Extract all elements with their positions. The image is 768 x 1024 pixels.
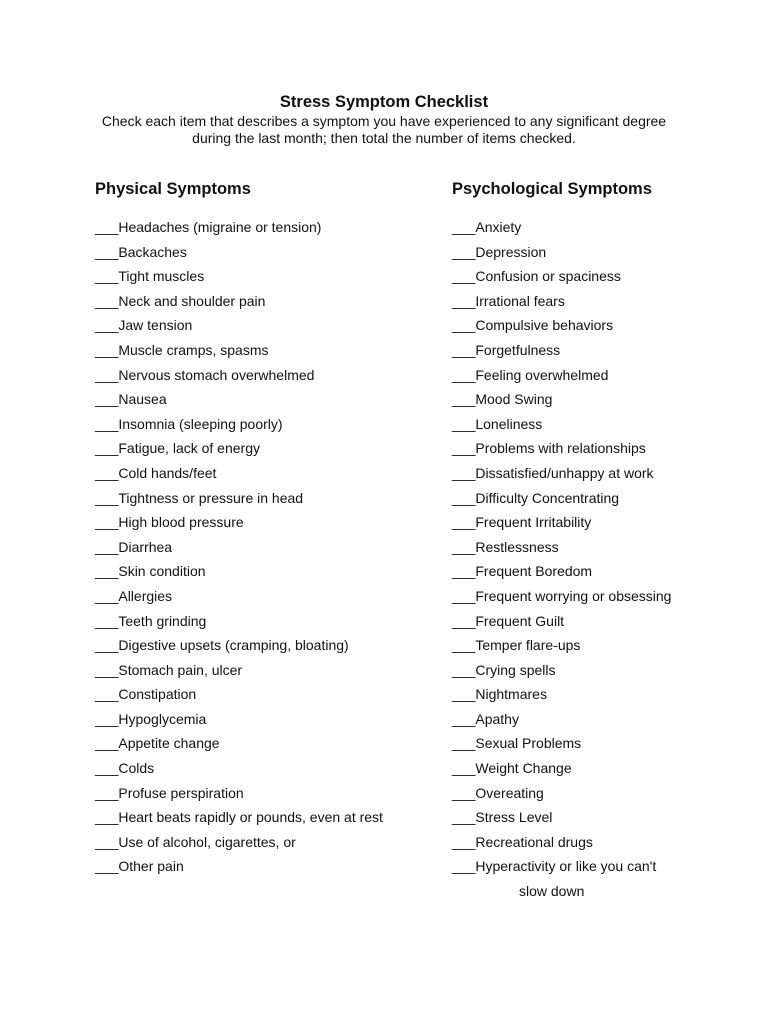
psychological-symptom-item[interactable] xyxy=(452,756,752,781)
physical-symptom-item[interactable] xyxy=(95,609,435,634)
checkbox-blank[interactable]: ___ xyxy=(95,366,119,383)
psychological-symptom-item-label: Irrational fears xyxy=(475,292,565,309)
physical-symptom-item[interactable] xyxy=(95,461,435,486)
physical-symptom-item-label: Use of alcohol, cigarettes, or xyxy=(118,833,296,850)
physical-symptom-item-label: Teeth grinding xyxy=(118,612,207,629)
psychological-symptom-item-label: Mood Swing xyxy=(475,391,553,408)
physical-symptom-item[interactable] xyxy=(95,387,435,412)
psychological-symptom-item-label: Apathy xyxy=(475,710,519,727)
psychological-symptom-item[interactable] xyxy=(452,436,752,461)
checkbox-blank[interactable]: ___ xyxy=(452,464,476,481)
psychological-symptom-item-label: Hyperactivity or like you can't xyxy=(475,858,657,875)
physical-symptom-item[interactable] xyxy=(95,313,435,338)
checkbox-blank[interactable]: ___ xyxy=(95,464,119,481)
physical-symptom-item[interactable] xyxy=(95,682,435,707)
psychological-symptom-item[interactable] xyxy=(452,289,752,314)
physical-symptom-item-label: Stomach pain, ulcer xyxy=(118,661,243,678)
psychological-symptom-item-label: Frequent worrying or obsessing xyxy=(475,587,672,604)
checkbox-blank[interactable]: ___ xyxy=(452,858,476,875)
checkbox-blank[interactable]: ___ xyxy=(452,661,476,678)
physical-symptom-item-label: Profuse perspiration xyxy=(118,784,244,801)
checkbox-blank[interactable]: ___ xyxy=(95,268,119,285)
psychological-symptoms-column xyxy=(452,178,752,904)
physical-symptom-item-label: Tightness or pressure in head xyxy=(118,489,304,506)
psychological-symptom-item[interactable] xyxy=(452,584,752,609)
physical-symptom-item-label: Other pain xyxy=(118,858,184,875)
checkbox-blank[interactable]: ___ xyxy=(95,415,119,432)
psychological-symptom-item-label: Temper flare-ups xyxy=(475,637,581,654)
checkbox-blank[interactable]: ___ xyxy=(95,219,119,235)
psychological-symptom-item[interactable] xyxy=(452,240,752,265)
physical-symptom-item-label: Digestive upsets (cramping, bloating) xyxy=(118,637,349,654)
checkbox-blank[interactable]: ___ xyxy=(95,563,119,580)
checkbox-blank[interactable]: ___ xyxy=(452,292,476,309)
psychological-symptom-item-label: Crying spells xyxy=(475,661,556,678)
instructions-line-2: during the last month; then total the number of items checked. xyxy=(192,130,576,146)
psychological-symptom-item[interactable] xyxy=(452,830,752,855)
physical-symptoms-column xyxy=(95,178,435,879)
psychological-symptom-item-label: Stress Level xyxy=(475,809,553,826)
physical-symptom-item[interactable] xyxy=(95,559,435,584)
physical-symptom-item-label: Headaches (migraine or tension) xyxy=(118,219,322,235)
checkbox-blank[interactable]: ___ xyxy=(95,538,119,555)
checkbox-blank[interactable]: ___ xyxy=(452,612,476,629)
physical-symptom-item[interactable] xyxy=(95,486,435,511)
physical-symptom-item-label: Diarrhea xyxy=(118,538,173,555)
physical-symptom-item-label: Hypoglycemia xyxy=(118,710,207,727)
checkbox-blank[interactable]: ___ xyxy=(95,710,119,727)
physical-symptom-item-label: Cold hands/feet xyxy=(118,464,217,481)
physical-symptom-item-label: Colds xyxy=(118,760,155,777)
checkbox-blank[interactable]: ___ xyxy=(452,587,476,604)
checkbox-blank[interactable]: ___ xyxy=(95,587,119,604)
checkbox-blank[interactable]: ___ xyxy=(95,514,119,531)
psychological-symptom-item-label: Depression xyxy=(475,243,547,260)
checkbox-blank[interactable]: ___ xyxy=(452,440,476,457)
psychological-symptom-item[interactable] xyxy=(452,387,752,412)
physical-symptom-item[interactable] xyxy=(95,535,435,560)
checkbox-blank[interactable]: ___ xyxy=(95,292,119,309)
psychological-symptom-item-label: Problems with relationships xyxy=(475,440,646,457)
checkbox-blank[interactable]: ___ xyxy=(95,391,119,408)
physical-symptoms-list xyxy=(95,215,435,879)
psychological-symptom-item[interactable] xyxy=(452,781,752,806)
checkbox-blank[interactable]: ___ xyxy=(452,489,476,506)
checkbox-blank[interactable]: ___ xyxy=(95,735,119,752)
physical-symptom-item-label: Heart beats rapidly or pounds, even at rest xyxy=(118,809,383,826)
checkbox-blank[interactable]: ___ xyxy=(95,440,119,457)
psychological-symptom-item-label: Forgetfulness xyxy=(475,341,561,358)
psychological-symptom-item[interactable] xyxy=(452,535,752,560)
psychological-symptom-item[interactable] xyxy=(452,215,752,240)
physical-symptom-item-label: Insomnia (sleeping poorly) xyxy=(118,415,283,432)
physical-symptom-item[interactable] xyxy=(95,584,435,609)
physical-symptom-item[interactable] xyxy=(95,289,435,314)
checkbox-blank[interactable]: ___ xyxy=(95,760,119,777)
checkbox-blank[interactable]: ___ xyxy=(95,317,119,334)
checkbox-blank[interactable]: ___ xyxy=(452,341,476,358)
physical-symptom-item-label: High blood pressure xyxy=(118,514,244,531)
physical-symptom-item-label: Nausea xyxy=(118,391,167,408)
psychological-symptom-item-label: Frequent Irritability xyxy=(475,514,592,531)
physical-symptom-item[interactable] xyxy=(95,436,435,461)
physical-symptom-item-label: Skin condition xyxy=(118,563,206,580)
checkbox-blank[interactable]: ___ xyxy=(452,268,476,285)
psychological-symptom-item[interactable] xyxy=(452,633,752,658)
psychological-symptom-item-label: Feeling overwhelmed xyxy=(475,366,609,383)
checkbox-blank[interactable]: ___ xyxy=(95,341,119,358)
physical-symptom-item[interactable] xyxy=(95,264,435,289)
physical-symptom-item[interactable] xyxy=(95,510,435,535)
psychological-symptom-item-label: Recreational drugs xyxy=(475,833,593,850)
checkbox-blank[interactable]: ___ xyxy=(452,710,476,727)
checkbox-blank[interactable]: ___ xyxy=(95,637,119,654)
checkbox-blank[interactable]: ___ xyxy=(95,612,119,629)
psychological-symptom-item[interactable] xyxy=(452,731,752,756)
psychological-symptom-item-label: Frequent Boredom xyxy=(475,563,593,580)
physical-symptom-item[interactable] xyxy=(95,781,435,806)
psychological-symptom-item-label: Nightmares xyxy=(475,686,547,703)
checkbox-blank[interactable]: ___ xyxy=(452,243,476,260)
physical-symptom-item[interactable] xyxy=(95,756,435,781)
physical-symptom-item-label: Appetite change xyxy=(118,735,220,752)
checkbox-blank[interactable]: ___ xyxy=(452,563,476,580)
checkbox-blank[interactable]: ___ xyxy=(95,489,119,506)
checkbox-blank[interactable]: ___ xyxy=(452,637,476,654)
physical-symptom-item[interactable] xyxy=(95,412,435,437)
physical-symptom-item[interactable] xyxy=(95,805,435,830)
checkbox-blank[interactable]: ___ xyxy=(452,415,476,432)
checkbox-blank[interactable]: ___ xyxy=(95,686,119,703)
psychological-symptom-item-label: Confusion or spaciness xyxy=(475,268,621,285)
checkbox-blank[interactable]: ___ xyxy=(452,735,476,752)
checkbox-blank[interactable]: ___ xyxy=(95,661,119,678)
physical-symptom-item[interactable] xyxy=(95,240,435,265)
physical-symptom-item[interactable] xyxy=(95,215,435,240)
psychological-symptom-item[interactable] xyxy=(452,338,752,363)
physical-symptom-item-label: Allergies xyxy=(118,587,173,604)
psychological-symptom-item-label: Dissatisfied/unhappy at work xyxy=(475,464,654,481)
psychological-symptom-item[interactable] xyxy=(452,658,752,683)
physical-symptom-item[interactable] xyxy=(95,854,435,879)
checkbox-blank[interactable]: ___ xyxy=(452,833,476,850)
instructions xyxy=(80,113,688,147)
checkbox-blank[interactable]: ___ xyxy=(452,219,476,235)
psychological-symptom-item-label: Sexual Problems xyxy=(475,735,582,752)
physical-symptom-item-label: Tight muscles xyxy=(118,268,205,285)
checkbox-blank[interactable]: ___ xyxy=(452,686,476,703)
physical-symptom-item-label: Nervous stomach overwhelmed xyxy=(118,366,315,383)
physical-symptom-item[interactable] xyxy=(95,338,435,363)
psychological-symptom-item-label: Loneliness xyxy=(475,415,543,432)
checkbox-blank[interactable]: ___ xyxy=(452,514,476,531)
checkbox-blank[interactable]: ___ xyxy=(452,760,476,777)
psychological-symptom-item[interactable] xyxy=(452,854,752,879)
psychological-symptom-item-label: Anxiety xyxy=(475,219,522,235)
psychological-symptom-item[interactable] xyxy=(452,707,752,732)
physical-symptom-item[interactable] xyxy=(95,707,435,732)
physical-symptom-item[interactable] xyxy=(95,830,435,855)
checkbox-blank[interactable]: ___ xyxy=(95,784,119,801)
psychological-symptom-item-label: Restlessness xyxy=(475,538,559,555)
psychological-symptom-item[interactable] xyxy=(452,264,752,289)
checkbox-blank[interactable]: ___ xyxy=(95,243,119,260)
physical-symptom-item-label: Jaw tension xyxy=(118,317,193,334)
psychological-symptom-item-label: Overeating xyxy=(475,784,544,801)
psychological-symptom-item[interactable] xyxy=(452,559,752,584)
checkbox-blank[interactable]: ___ xyxy=(452,366,476,383)
instructions-line-1: Check each item that describes a symptom you have experienced to any significant degree xyxy=(101,113,667,129)
physical-symptom-item-label: Neck and shoulder pain xyxy=(118,292,266,309)
psychological-symptom-item[interactable] xyxy=(452,313,752,338)
checkbox-blank[interactable]: ___ xyxy=(452,809,476,826)
psychological-symptom-item[interactable] xyxy=(452,363,752,388)
checkbox-blank[interactable]: ___ xyxy=(95,809,119,826)
physical-symptom-item[interactable] xyxy=(95,363,435,388)
physical-symptom-item[interactable] xyxy=(95,731,435,756)
physical-symptom-item-label: Backaches xyxy=(118,243,187,260)
checkbox-blank[interactable]: ___ xyxy=(452,538,476,555)
physical-symptom-item[interactable] xyxy=(95,633,435,658)
psychological-symptom-item-label: Weight Change xyxy=(475,760,572,777)
physical-symptoms-heading: Physical Symptoms xyxy=(95,180,251,198)
psychological-symptom-item[interactable] xyxy=(452,609,752,634)
psychological-symptom-item[interactable] xyxy=(452,412,752,437)
psychological-symptom-item-label: Difficulty Concentrating xyxy=(475,489,620,506)
psychological-symptom-item[interactable] xyxy=(452,461,752,486)
checkbox-blank[interactable]: ___ xyxy=(95,833,119,850)
checkbox-blank[interactable]: ___ xyxy=(452,391,476,408)
page-title: Stress Symptom Checklist xyxy=(279,93,489,111)
psychological-symptom-item-label: Frequent Guilt xyxy=(475,612,565,629)
psychological-symptoms-list xyxy=(452,215,752,879)
checkbox-blank[interactable]: ___ xyxy=(95,858,119,875)
physical-symptom-item-label: Muscle cramps, spasms xyxy=(118,341,269,358)
checkbox-blank[interactable]: ___ xyxy=(452,317,476,334)
psychological-symptom-item[interactable] xyxy=(452,682,752,707)
psychological-symptom-item-label: Compulsive behaviors xyxy=(475,317,614,334)
physical-symptom-item[interactable] xyxy=(95,658,435,683)
psychological-symptom-item[interactable] xyxy=(452,510,752,535)
checkbox-blank[interactable]: ___ xyxy=(452,784,476,801)
physical-symptom-item-label: Fatigue, lack of energy xyxy=(118,440,260,457)
psychological-symptoms-heading: Psychological Symptoms xyxy=(452,180,652,198)
psychological-item-continuation: slow down xyxy=(519,883,585,900)
physical-symptom-item-label: Constipation xyxy=(118,686,197,703)
psychological-symptom-item[interactable] xyxy=(452,486,752,511)
psychological-symptom-item[interactable] xyxy=(452,805,752,830)
